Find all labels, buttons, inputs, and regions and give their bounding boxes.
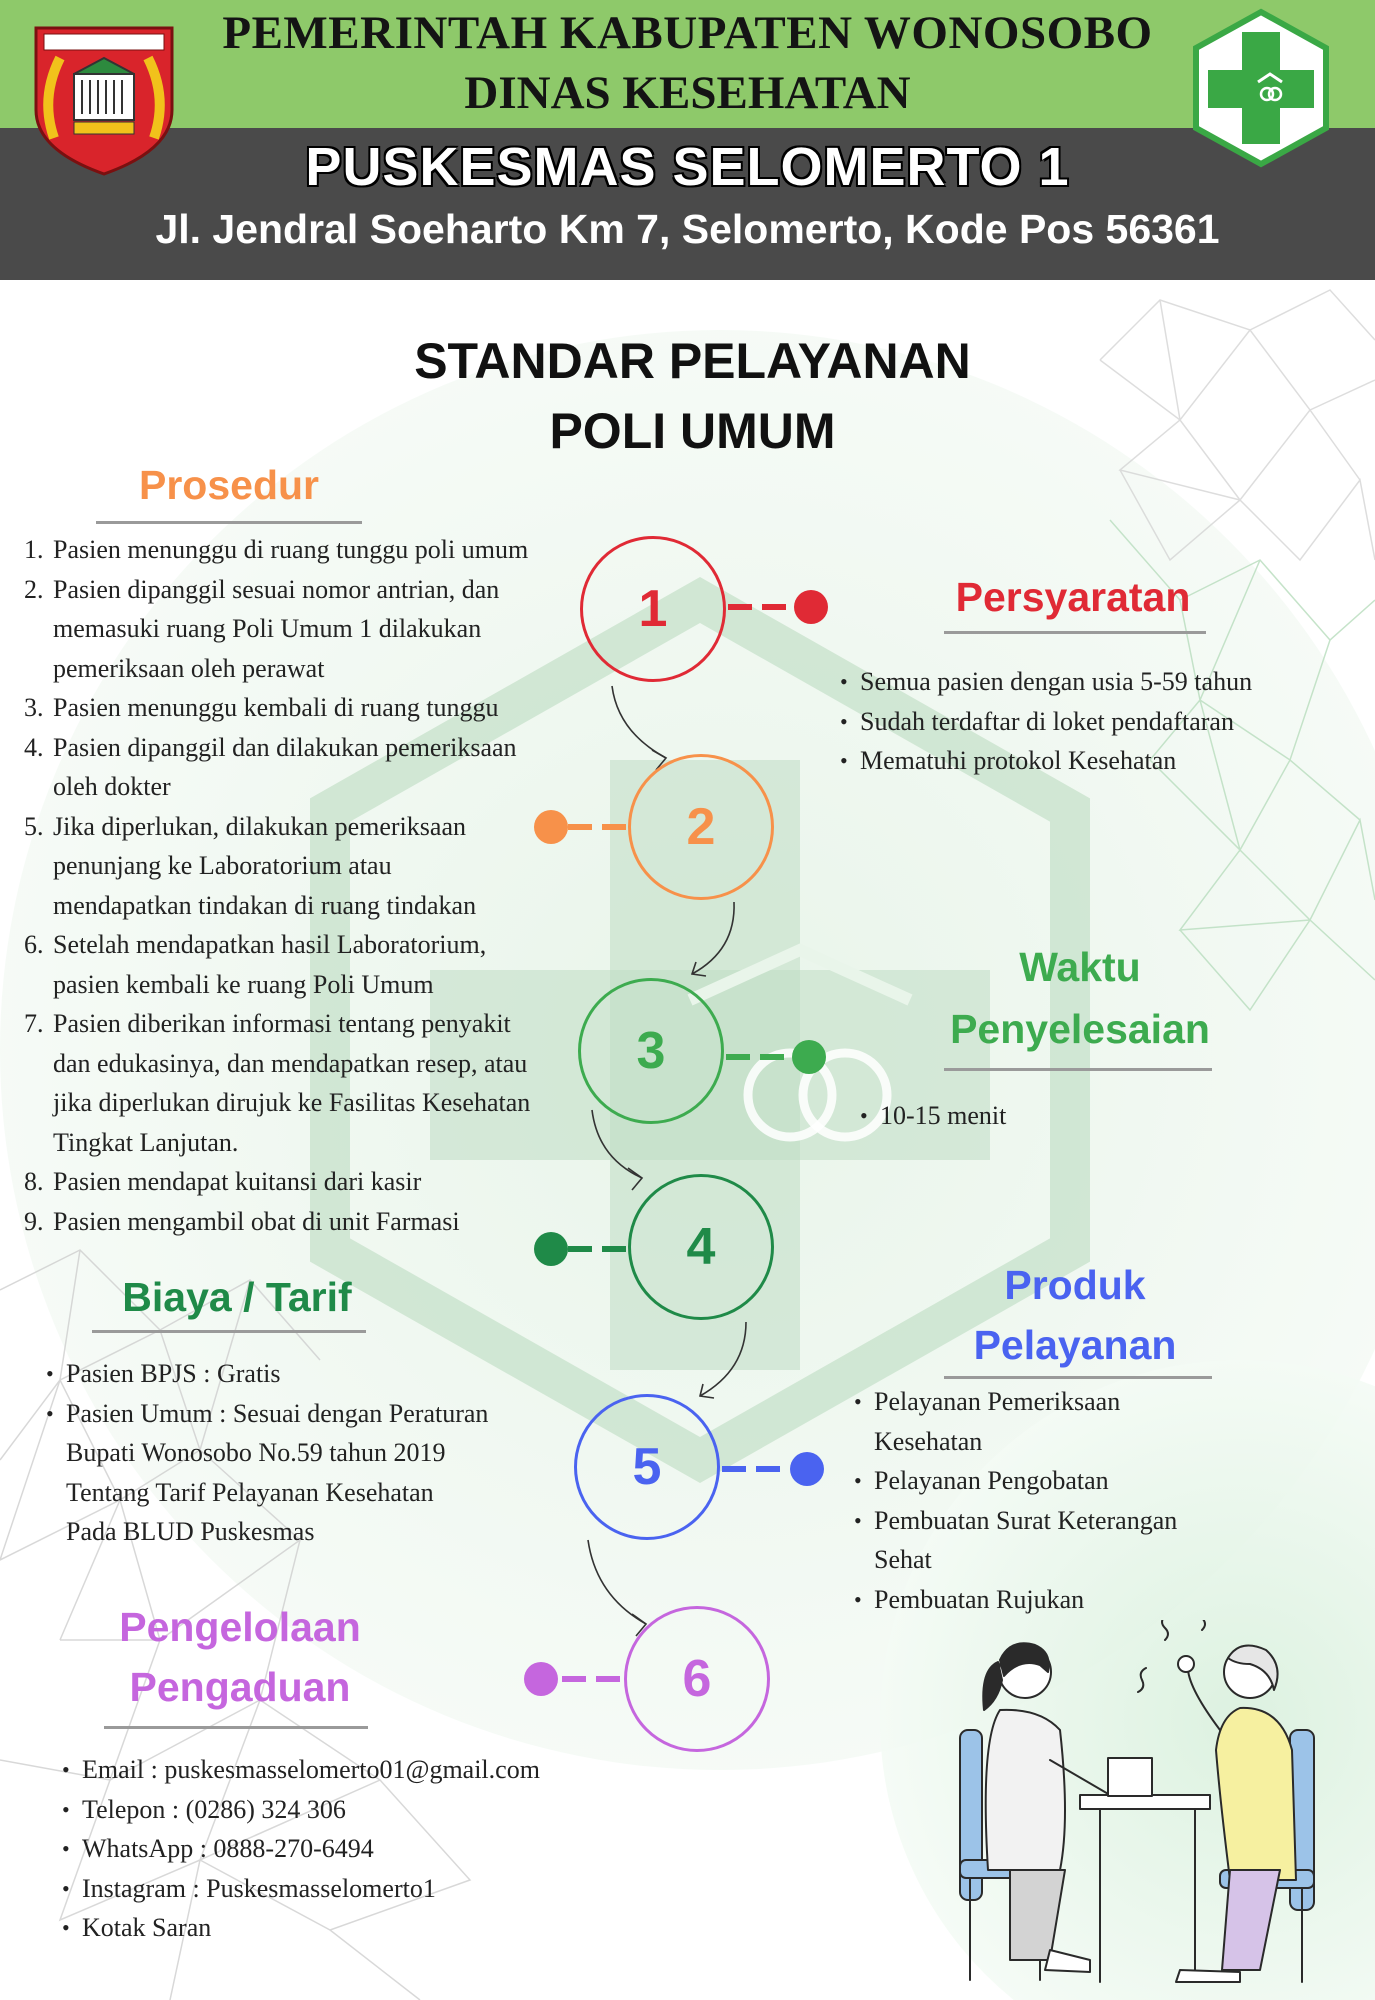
prosedur-item-line: pemeriksaan oleh perawat <box>53 653 325 683</box>
prosedur-item-line: Pasien menunggu kembali di ruang tunggu <box>53 693 499 722</box>
prosedur-item-line: mendapatkan tindakan di ruang tindakan <box>53 890 477 920</box>
prosedur-item-line: jika diperlukan dirujuk ke Fasilitas Kesehatan <box>53 1088 531 1117</box>
produk-underline <box>944 1376 1212 1379</box>
persyaratan-underline <box>944 631 1206 634</box>
persyaratan-heading: Persyaratan <box>955 574 1191 620</box>
biaya-item <box>44 1394 604 1552</box>
produk-item <box>852 1382 1272 1461</box>
prosedur-item-number: 4. <box>24 732 44 762</box>
persyaratan-item: • Sudah terdaftar di loket pendaftaran <box>838 702 1338 742</box>
step-4-dot <box>534 1232 568 1266</box>
step-4-dash-a <box>602 1246 626 1252</box>
step-5-dash-a <box>722 1466 746 1472</box>
waktu-underline <box>944 1068 1212 1071</box>
biaya-underline <box>92 1330 366 1333</box>
prosedur-item-line: Pasien dipanggil dan dilakukan pemeriksaan <box>53 732 517 762</box>
prosedur-item-number: 2. <box>24 574 44 604</box>
prosedur-item-line: Pasien diberikan informasi tentang penyakit <box>53 1009 511 1038</box>
pengaduan-item: • Instagram : Puskesmasselomerto1 <box>60 1869 660 1909</box>
title-line-2: POLI UMUM <box>549 403 836 459</box>
produk-heading-line-2: Pelayanan <box>973 1322 1177 1368</box>
arrow-1-2 <box>612 686 666 758</box>
header-department: DINAS KESEHATAN <box>464 67 911 119</box>
arrow-2-3 <box>692 902 734 974</box>
pengaduan-heading-line-2: Pengaduan <box>129 1664 351 1710</box>
pengaduan-heading-line-1: Pengelolaan <box>119 1604 361 1650</box>
step-3-circle: 3 <box>578 978 724 1124</box>
step-4-dash-b <box>568 1246 592 1252</box>
step-2-dot <box>534 810 568 844</box>
persyaratan-item: • Mematuhi protokol Kesehatan <box>838 741 1338 781</box>
waktu-heading-line-1: Waktu <box>1019 944 1141 990</box>
prosedur-item-line: Pasien dipanggil sesuai nomor antrian, dan <box>53 574 500 604</box>
prosedur-item-line: Jika diperlukan, dilakukan pemeriksaan <box>53 811 466 841</box>
step-2-dash-b <box>568 824 592 830</box>
prosedur-item-line: Setelah mendapatkan hasil Laboratorium, <box>53 930 487 959</box>
biaya-item-line: • Pasien BPJS : Gratis <box>66 1359 281 1388</box>
step-1-dash-a <box>728 604 752 610</box>
biaya-item-line: • Pasien Umum : Sesuai dengan Peraturan <box>66 1398 489 1428</box>
pengaduan-item: • WhatsApp : 0888-270-6494 <box>60 1829 660 1869</box>
prosedur-item-number: 5. <box>24 811 44 841</box>
step-5-dot <box>790 1452 824 1486</box>
produk-item-line: • Pelayanan Pemeriksaan <box>874 1387 1121 1416</box>
prosedur-item-line: oleh dokter <box>53 772 171 801</box>
step-6-dash-b <box>562 1676 586 1682</box>
prosedur-item-line: pasien kembali ke ruang Poli Umum <box>53 969 434 999</box>
produk-item-line: • Pembuatan Surat Keterangan <box>874 1505 1178 1535</box>
step-1-circle: 1 <box>580 536 726 682</box>
biaya-heading: Biaya / Tarif <box>122 1274 352 1320</box>
title-line-1: STANDAR PELAYANAN <box>414 333 971 389</box>
waktu-heading-line-2: Penyelesaian <box>950 1006 1210 1052</box>
doctor-patient-consultation-icon <box>940 1620 1340 1990</box>
prosedur-item-number: 9. <box>24 1206 44 1236</box>
biaya-item <box>44 1354 604 1394</box>
arrow-5-6 <box>588 1540 646 1624</box>
step-3-dash-b <box>760 1054 784 1060</box>
prosedur-item-number: 6. <box>24 930 44 959</box>
produk-item <box>852 1501 1272 1580</box>
pengaduan-list <box>60 1750 660 1948</box>
step-6-dot <box>524 1662 558 1696</box>
header-address: Jl. Jendral Soeharto Km 7, Selomerto, Kode Pos 56361 <box>155 206 1220 252</box>
prosedur-item-line: penunjang ke Laboratorium atau <box>53 851 392 880</box>
waktu-list <box>858 1096 1158 1136</box>
produk-item-line: Kesehatan <box>874 1426 983 1456</box>
step-2-dash-a <box>602 824 626 830</box>
step-6-dash-a <box>596 1676 620 1682</box>
prosedur-heading: Prosedur <box>139 462 319 508</box>
header-government: PEMERINTAH KABUPATEN WONOSOBO <box>222 7 1153 59</box>
step-6-circle: 6 <box>624 1606 770 1752</box>
prosedur-item-line: Pasien menunggu di ruang tunggu poli umum <box>53 535 529 564</box>
prosedur-item-line: dan edukasinya, dan mendapatkan resep, atau <box>53 1048 528 1078</box>
step-4-circle: 4 <box>628 1174 774 1320</box>
produk-item-line: Sehat <box>874 1545 932 1574</box>
prosedur-item-line: Pasien mendapat kuitansi dari kasir <box>53 1167 422 1196</box>
persyaratan-item: • Semua pasien dengan usia 5-59 tahun <box>838 662 1338 702</box>
step-2-circle: 2 <box>628 754 774 900</box>
biaya-list <box>44 1354 604 1552</box>
biaya-item-line: Pada BLUD Puskesmas <box>66 1517 315 1546</box>
step-5-circle: 5 <box>574 1394 720 1540</box>
step-3-dot <box>792 1040 826 1074</box>
step-3-dash-a <box>726 1054 750 1060</box>
waktu-item: • 10-15 menit <box>858 1096 1158 1136</box>
prosedur-item-line: Pasien mengambil obat di unit Farmasi <box>53 1206 460 1236</box>
pengaduan-item: • Email : puskesmasselomerto01@gmail.com <box>60 1750 660 1790</box>
biaya-item-line: Tentang Tarif Pelayanan Kesehatan <box>66 1477 434 1507</box>
step-5-dash-b <box>756 1466 780 1472</box>
produk-item-line: • Pelayanan Pengobatan <box>874 1466 1109 1495</box>
pengaduan-item: • Telepon : (0286) 324 306 <box>60 1790 660 1830</box>
prosedur-item-number: 8. <box>24 1167 44 1196</box>
prosedur-item-line: memasuki ruang Poli Umum 1 dilakukan <box>53 614 482 643</box>
arrow-4-5 <box>700 1322 746 1396</box>
produk-item <box>852 1461 1272 1501</box>
produk-item-line: • Pembuatan Rujukan <box>874 1584 1085 1614</box>
prosedur-item-number: 7. <box>24 1009 44 1038</box>
produk-list <box>852 1382 1272 1619</box>
step-1-dash-b <box>762 604 786 610</box>
produk-heading-line-1: Produk <box>1004 1262 1146 1308</box>
pengaduan-underline <box>104 1726 368 1729</box>
header-institution: PUSKESMAS SELOMERTO 1 <box>305 137 1070 197</box>
biaya-item-line: Bupati Wonosobo No.59 tahun 2019 <box>66 1438 446 1467</box>
pengaduan-item: • Kotak Saran <box>60 1908 660 1948</box>
prosedur-item-line: Tingkat Lanjutan. <box>53 1127 239 1157</box>
prosedur-item-number: 3. <box>24 693 44 722</box>
prosedur-item-number: 1. <box>24 535 44 564</box>
step-1-dot <box>794 590 828 624</box>
produk-item <box>852 1580 1272 1620</box>
persyaratan-list <box>838 662 1338 781</box>
